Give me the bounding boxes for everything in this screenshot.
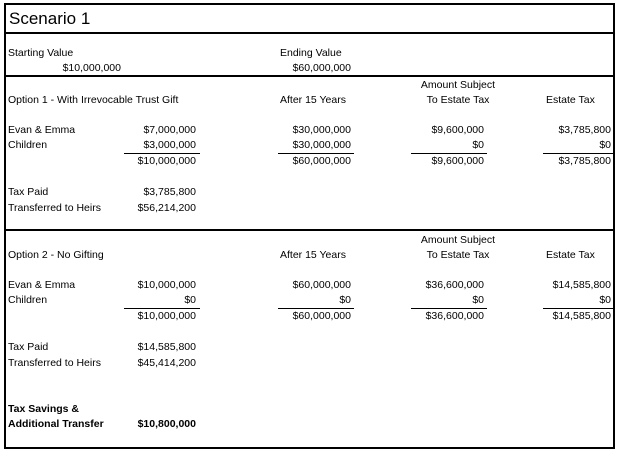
option-1-tax-underline [543, 153, 613, 154]
option-1-initial-underline [124, 153, 200, 154]
option-1-row-initial: $3,000,000 [143, 139, 196, 151]
ending-value-label: Ending Value [280, 47, 342, 59]
option-2-row-after: $0 [339, 294, 351, 306]
option-2-col-after: After 15 Years [280, 249, 346, 261]
savings-label-line1: Tax Savings & [8, 403, 79, 415]
option-1-col-subject-line1: Amount Subject [420, 79, 496, 91]
option-2-tax-paid-label: Tax Paid [8, 341, 49, 353]
option-1-row-label: Children [8, 139, 48, 151]
starting-value-label: Starting Value [8, 47, 74, 59]
option-1-total-subject: $9,600,000 [431, 155, 484, 167]
option-2-total-initial: $10,000,000 [137, 310, 196, 322]
option-1-col-after: After 15 Years [280, 94, 346, 106]
option-2-total-tax: $14,585,800 [552, 310, 611, 322]
option-1-subject-underline [411, 153, 487, 154]
option-2-col-subject-line1: Amount Subject [420, 234, 496, 246]
option-2-row-initial: $0 [184, 294, 196, 306]
option-2-col-subject-line2: To Estate Tax [426, 249, 490, 261]
savings-label-line2: Additional Transfer [8, 418, 104, 430]
option-1-heading: Option 1 - With Irrevocable Trust Gift [8, 94, 179, 106]
title-divider [6, 32, 613, 34]
option-1-transferred: $56,214,200 [137, 202, 196, 214]
option-1-after-underline [278, 153, 354, 154]
option-1-row-initial: $7,000,000 [143, 124, 196, 136]
option-1-row-subject: $9,600,000 [431, 124, 484, 136]
ending-value: $60,000,000 [292, 62, 351, 74]
option-2-row-tax: $14,585,800 [552, 279, 611, 291]
option-1-row-subject: $0 [472, 139, 484, 151]
option-2-col-tax: Estate Tax [546, 249, 595, 261]
option-1-row-after: $30,000,000 [292, 124, 351, 136]
option-1-row-label: Evan & Emma [8, 124, 76, 136]
option-1-tax-paid-label: Tax Paid [8, 186, 49, 198]
option-2-transferred-label: Transferred to Heirs [8, 357, 101, 369]
option-1-transferred-label: Transferred to Heirs [8, 202, 101, 214]
option-1-tax-paid: $3,785,800 [143, 186, 196, 198]
option-1-total-after: $60,000,000 [292, 155, 351, 167]
option-2-total-after: $60,000,000 [292, 310, 351, 322]
option-1-row-tax: $3,785,800 [558, 124, 611, 136]
option-2-subject-underline [411, 308, 487, 309]
option-1-col-subject-line2: To Estate Tax [426, 94, 490, 106]
option-2-heading: Option 2 - No Gifting [8, 249, 104, 261]
option-2-row-label: Evan & Emma [8, 279, 76, 291]
option-2-row-subject: $36,600,000 [425, 279, 484, 291]
option-1-col-tax: Estate Tax [546, 94, 595, 106]
option-1-row-after: $30,000,000 [292, 139, 351, 151]
option-2-row-tax: $0 [599, 294, 611, 306]
option-2-tax-underline [543, 308, 613, 309]
scenario-sheet [4, 3, 615, 449]
summary-divider [6, 75, 613, 77]
option-1-total-tax: $3,785,800 [558, 155, 611, 167]
option-2-tax-paid: $14,585,800 [137, 341, 196, 353]
option-1-total-initial: $10,000,000 [137, 155, 196, 167]
page-title: Scenario 1 [9, 9, 91, 28]
option-2-row-label: Children [8, 294, 48, 306]
option-2-transferred: $45,414,200 [137, 357, 196, 369]
option-2-row-initial: $10,000,000 [137, 279, 196, 291]
option-2-total-subject: $36,600,000 [425, 310, 484, 322]
savings-value: $10,800,000 [137, 418, 196, 430]
option-divider [6, 229, 613, 231]
starting-value: $10,000,000 [62, 62, 121, 74]
option-1-row-tax: $0 [599, 139, 611, 151]
option-2-after-underline [278, 308, 354, 309]
option-2-row-after: $60,000,000 [292, 279, 351, 291]
option-2-initial-underline [124, 308, 200, 309]
option-2-row-subject: $0 [472, 294, 484, 306]
